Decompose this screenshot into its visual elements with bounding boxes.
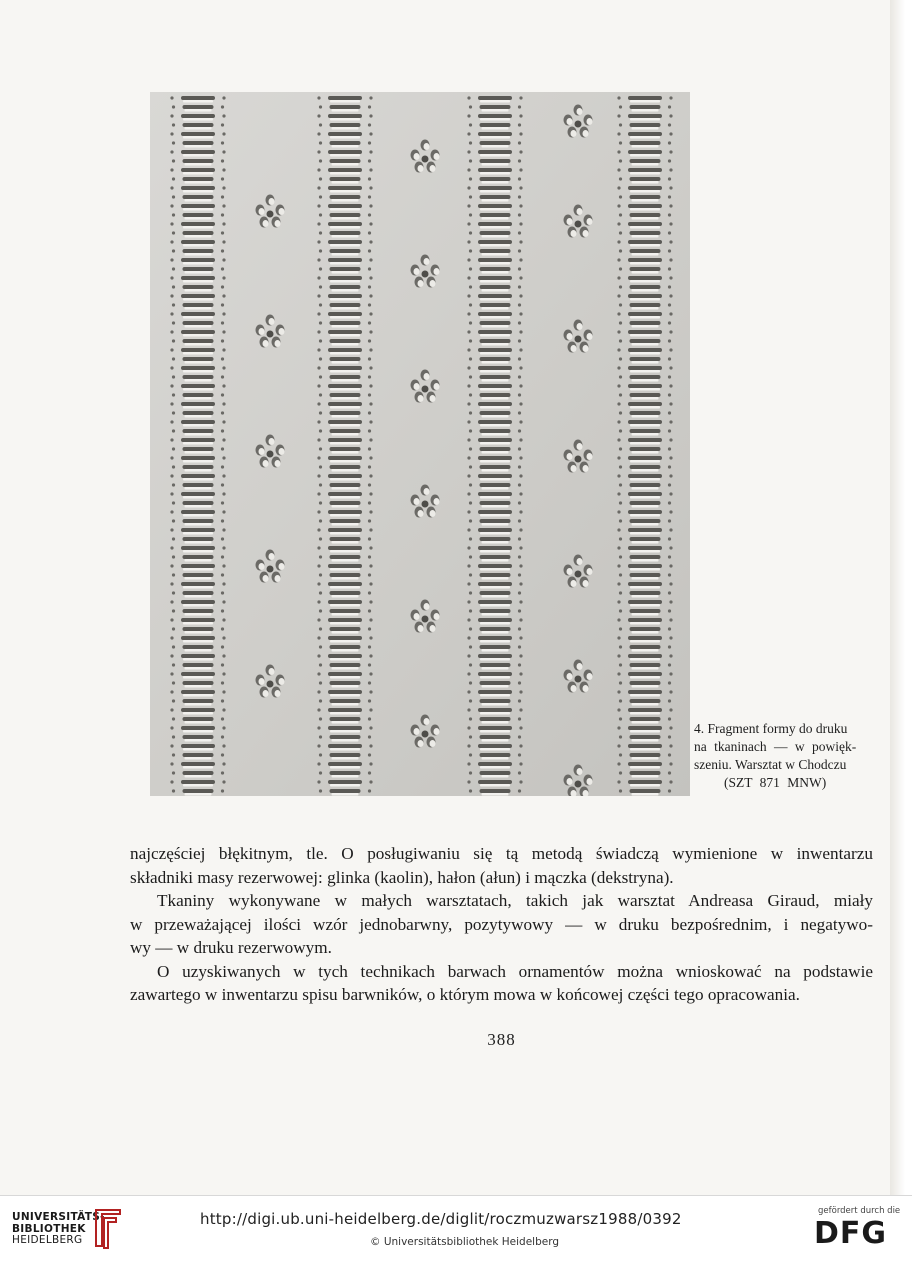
funder-note: gefördert durch die [818,1206,901,1216]
body-text [130,842,873,1007]
text-line: składniki masy rezerwowej: glinka (kaolin), hałon (ałun) i mączka (dekstryna). [130,867,674,887]
caption-line: na tkaninach — w powięk- [694,739,857,754]
library-name-line: UNIVERSITÄTS- [12,1211,105,1223]
page-number: 388 [487,1030,516,1049]
figure-photo [150,92,690,796]
page-edge [890,0,912,1195]
library-name-line: BIBLIOTHEK [12,1222,86,1235]
library-logo-icon [90,1206,126,1252]
library-name-line: HEIDELBERG [12,1234,83,1246]
caption-line: szeniu. Warsztat w Chodczu [694,757,847,772]
source-url-link[interactable]: http://digi.ub.uni-heidelberg.de/diglit/roczmuzwarsz1988/0392 [200,1210,682,1228]
paragraph [130,960,873,1007]
paragraph [130,842,873,889]
caption-line: (SZT 871 MNW) [724,775,827,790]
text-line: w przeważającej ilości wzór jednobarwny, pozytywowy — w druku bezpośrednim, i negatywo- [130,914,873,934]
figure-caption [694,720,876,792]
text-line: O uzyskiwanych w tych technikach barwach ornamentów można wnioskować na podstawie [157,961,873,981]
printing-block-image [150,92,690,796]
footer-bar [0,1195,912,1261]
dfg-logo: DFG [814,1216,888,1251]
copyright-text: © Universitätsbibliothek Heidelberg [370,1236,560,1248]
text-line: Tkaniny wykonywane w małych warsztatach, takich jak warsztat Andreasa Giraud, miały [157,891,873,910]
text-line: zawartego w inwentarzu spisu barwników, o którym mowa w końcowej części tego opracowania. [130,985,800,1004]
text-line: wy — w druku rezerwowym. [130,938,332,957]
paragraph [130,889,873,960]
text-line: najczęściej błękitnym, tle. O posługiwaniu się tą metodą świadczą wymienione w inwentarzu [130,844,873,863]
caption-line: 4. Fragment formy do druku [694,721,848,736]
